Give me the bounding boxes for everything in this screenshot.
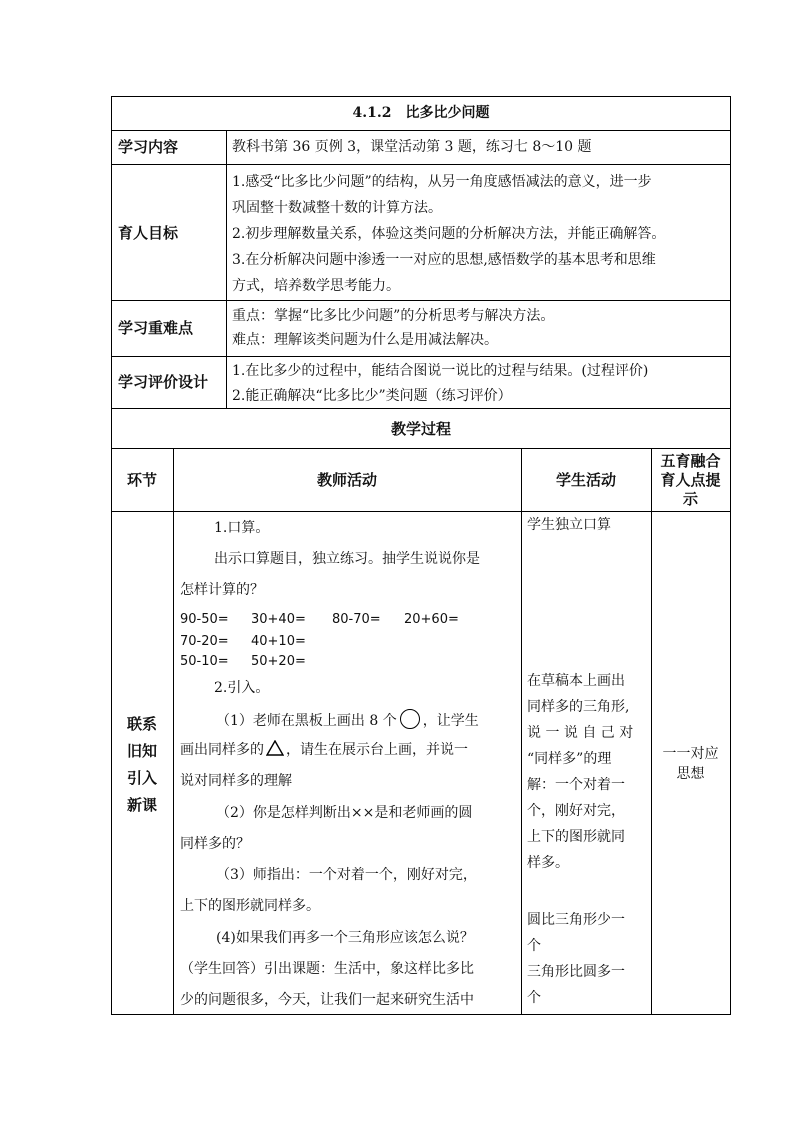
- student-line: 在草稿本上画出: [527, 673, 625, 689]
- q1-text: ，请生在展示台上画，并说一: [286, 742, 468, 758]
- item2-title: 2.引入。: [214, 680, 270, 696]
- grid-line: [111, 1014, 731, 1015]
- grid-line: [111, 130, 731, 131]
- calc-item: 70-20=: [180, 634, 229, 649]
- item1-body: 出示口算题目，独立练习。抽学生说说你是: [214, 551, 480, 567]
- q3-line: 上下的图形就同样多。: [180, 898, 320, 914]
- grid-line: [111, 356, 731, 357]
- grid-line: [111, 408, 731, 409]
- stage-name-line: 引入: [126, 769, 157, 787]
- student-line: 学生独立口算: [527, 517, 611, 533]
- q1-text: （1）老师在黑板上画出 8 个: [216, 713, 397, 729]
- item1-title: 1.口算。: [214, 520, 270, 536]
- calc-item: 50-10=: [180, 654, 229, 669]
- q2-line: （2）你是怎样判断出××是和老师画的圆: [216, 805, 473, 821]
- student-line: 圆比三角形少一: [527, 912, 625, 928]
- student-line: 个: [527, 938, 541, 954]
- q1-text: ，让学生: [422, 713, 479, 729]
- goals-line: 1.感受“比多比少问题”的结构，从另一角度感悟减法的意义，进一步: [232, 174, 652, 190]
- difficult-point: 难点：理解该类问题为什么是用减法解决。: [232, 332, 498, 348]
- eval-line: 2.能正确解决“比多比少”类问题（练习评价）: [232, 388, 512, 404]
- grid-line: [730, 96, 731, 1015]
- student-line: 个，刚好对完，: [527, 803, 625, 819]
- column-header-line: 五育融合: [660, 452, 721, 470]
- q4-line: 少的问题很多，今天，让我们一起来研究生活中: [180, 992, 474, 1008]
- grid-line: [226, 130, 227, 409]
- column-header-teacher: 教师活动: [316, 471, 377, 489]
- grid-line: [111, 164, 731, 165]
- education-note-line: 一一对应: [662, 746, 719, 762]
- calc-item: 50+20=: [251, 654, 306, 669]
- circle-icon: [400, 709, 420, 729]
- calc-item: 90-50=: [180, 612, 229, 627]
- key-point: 重点：掌握“比多比少问题”的分析思考与解决方法。: [232, 308, 555, 324]
- grid-line: [651, 448, 652, 1015]
- student-line: 上下的图形就同: [527, 829, 625, 845]
- column-header-student: 学生活动: [555, 471, 616, 489]
- grid-line: [111, 511, 731, 512]
- goals-line: 3.在分析解决问题中渗透一一对应的思想,感悟数学的基本思考和思维: [232, 252, 656, 268]
- student-line: 解：一个对着一: [527, 777, 625, 793]
- eval-label: 学习评价设计: [118, 373, 209, 391]
- student-line: 说 一 说 自 己 对: [527, 725, 634, 741]
- grid-line: [111, 96, 731, 97]
- calc-item: 20+60=: [404, 612, 459, 627]
- q1-line1: [216, 709, 479, 731]
- q2-line: 同样多的？: [180, 836, 250, 852]
- goals-label: 育人目标: [118, 224, 179, 242]
- content-text: 教科书第 36 页例 3，课堂活动第 3 题，练习七 8～10 题: [232, 139, 592, 155]
- column-header-line: 育人点提: [660, 471, 721, 489]
- q4-line: （学生回答）引出课题：生活中，象这样比多比: [180, 961, 474, 977]
- student-line: “同样多”的理: [527, 751, 612, 767]
- calc-item: 30+40=: [251, 612, 306, 627]
- student-line: 三角形比圆多一: [527, 964, 625, 980]
- content-label: 学习内容: [118, 138, 179, 156]
- grid-line: [111, 300, 731, 301]
- stage-name-line: 联系: [126, 715, 157, 733]
- q3-line: （3）师指出：一个对着一个，刚好对完，: [216, 867, 477, 883]
- stage-name-line: 新课: [126, 796, 157, 814]
- q1-text: 画出同样多的: [180, 742, 264, 758]
- column-header-stage: 环节: [126, 471, 157, 489]
- process-heading: 教学过程: [390, 420, 451, 438]
- grid-line: [173, 448, 174, 1015]
- calc-item: 40+10=: [251, 634, 306, 649]
- item1-body: 怎样计算的？: [180, 582, 264, 598]
- eval-line: 1.在比多少的过程中，能结合图说一说比的过程与结果。(过程评价): [232, 363, 649, 379]
- goals-line: 方式，培养数学思考能力。: [232, 278, 400, 294]
- q1-line3: 说对同样多的理解: [180, 773, 292, 789]
- goals-line: 巩固整十数减整十数的计算方法。: [232, 200, 442, 216]
- student-line: 同样多的三角形,: [527, 699, 630, 715]
- grid-line: [111, 96, 112, 1015]
- grid-line: [111, 448, 731, 449]
- grid-line: [521, 448, 522, 1015]
- goals-line: 2.初步理解数量关系，体验这类问题的分析解决方法，并能正确解答。: [232, 226, 666, 242]
- q4-line: (4)如果我们再多一个三角形应该怎么说？: [216, 930, 474, 946]
- column-header-line: 示: [682, 490, 698, 508]
- stage-name-line: 旧知: [126, 742, 157, 760]
- q1-line2: [180, 740, 468, 760]
- triangle-icon: [266, 740, 284, 756]
- calc-item: 80-70=: [332, 612, 381, 627]
- student-line: 样多。: [527, 855, 569, 871]
- student-line: 个: [527, 990, 541, 1006]
- education-note-line: 思想: [676, 766, 705, 782]
- key-label: 学习重难点: [118, 319, 194, 337]
- lesson-title: 4.1.2 比多比少问题: [352, 105, 490, 121]
